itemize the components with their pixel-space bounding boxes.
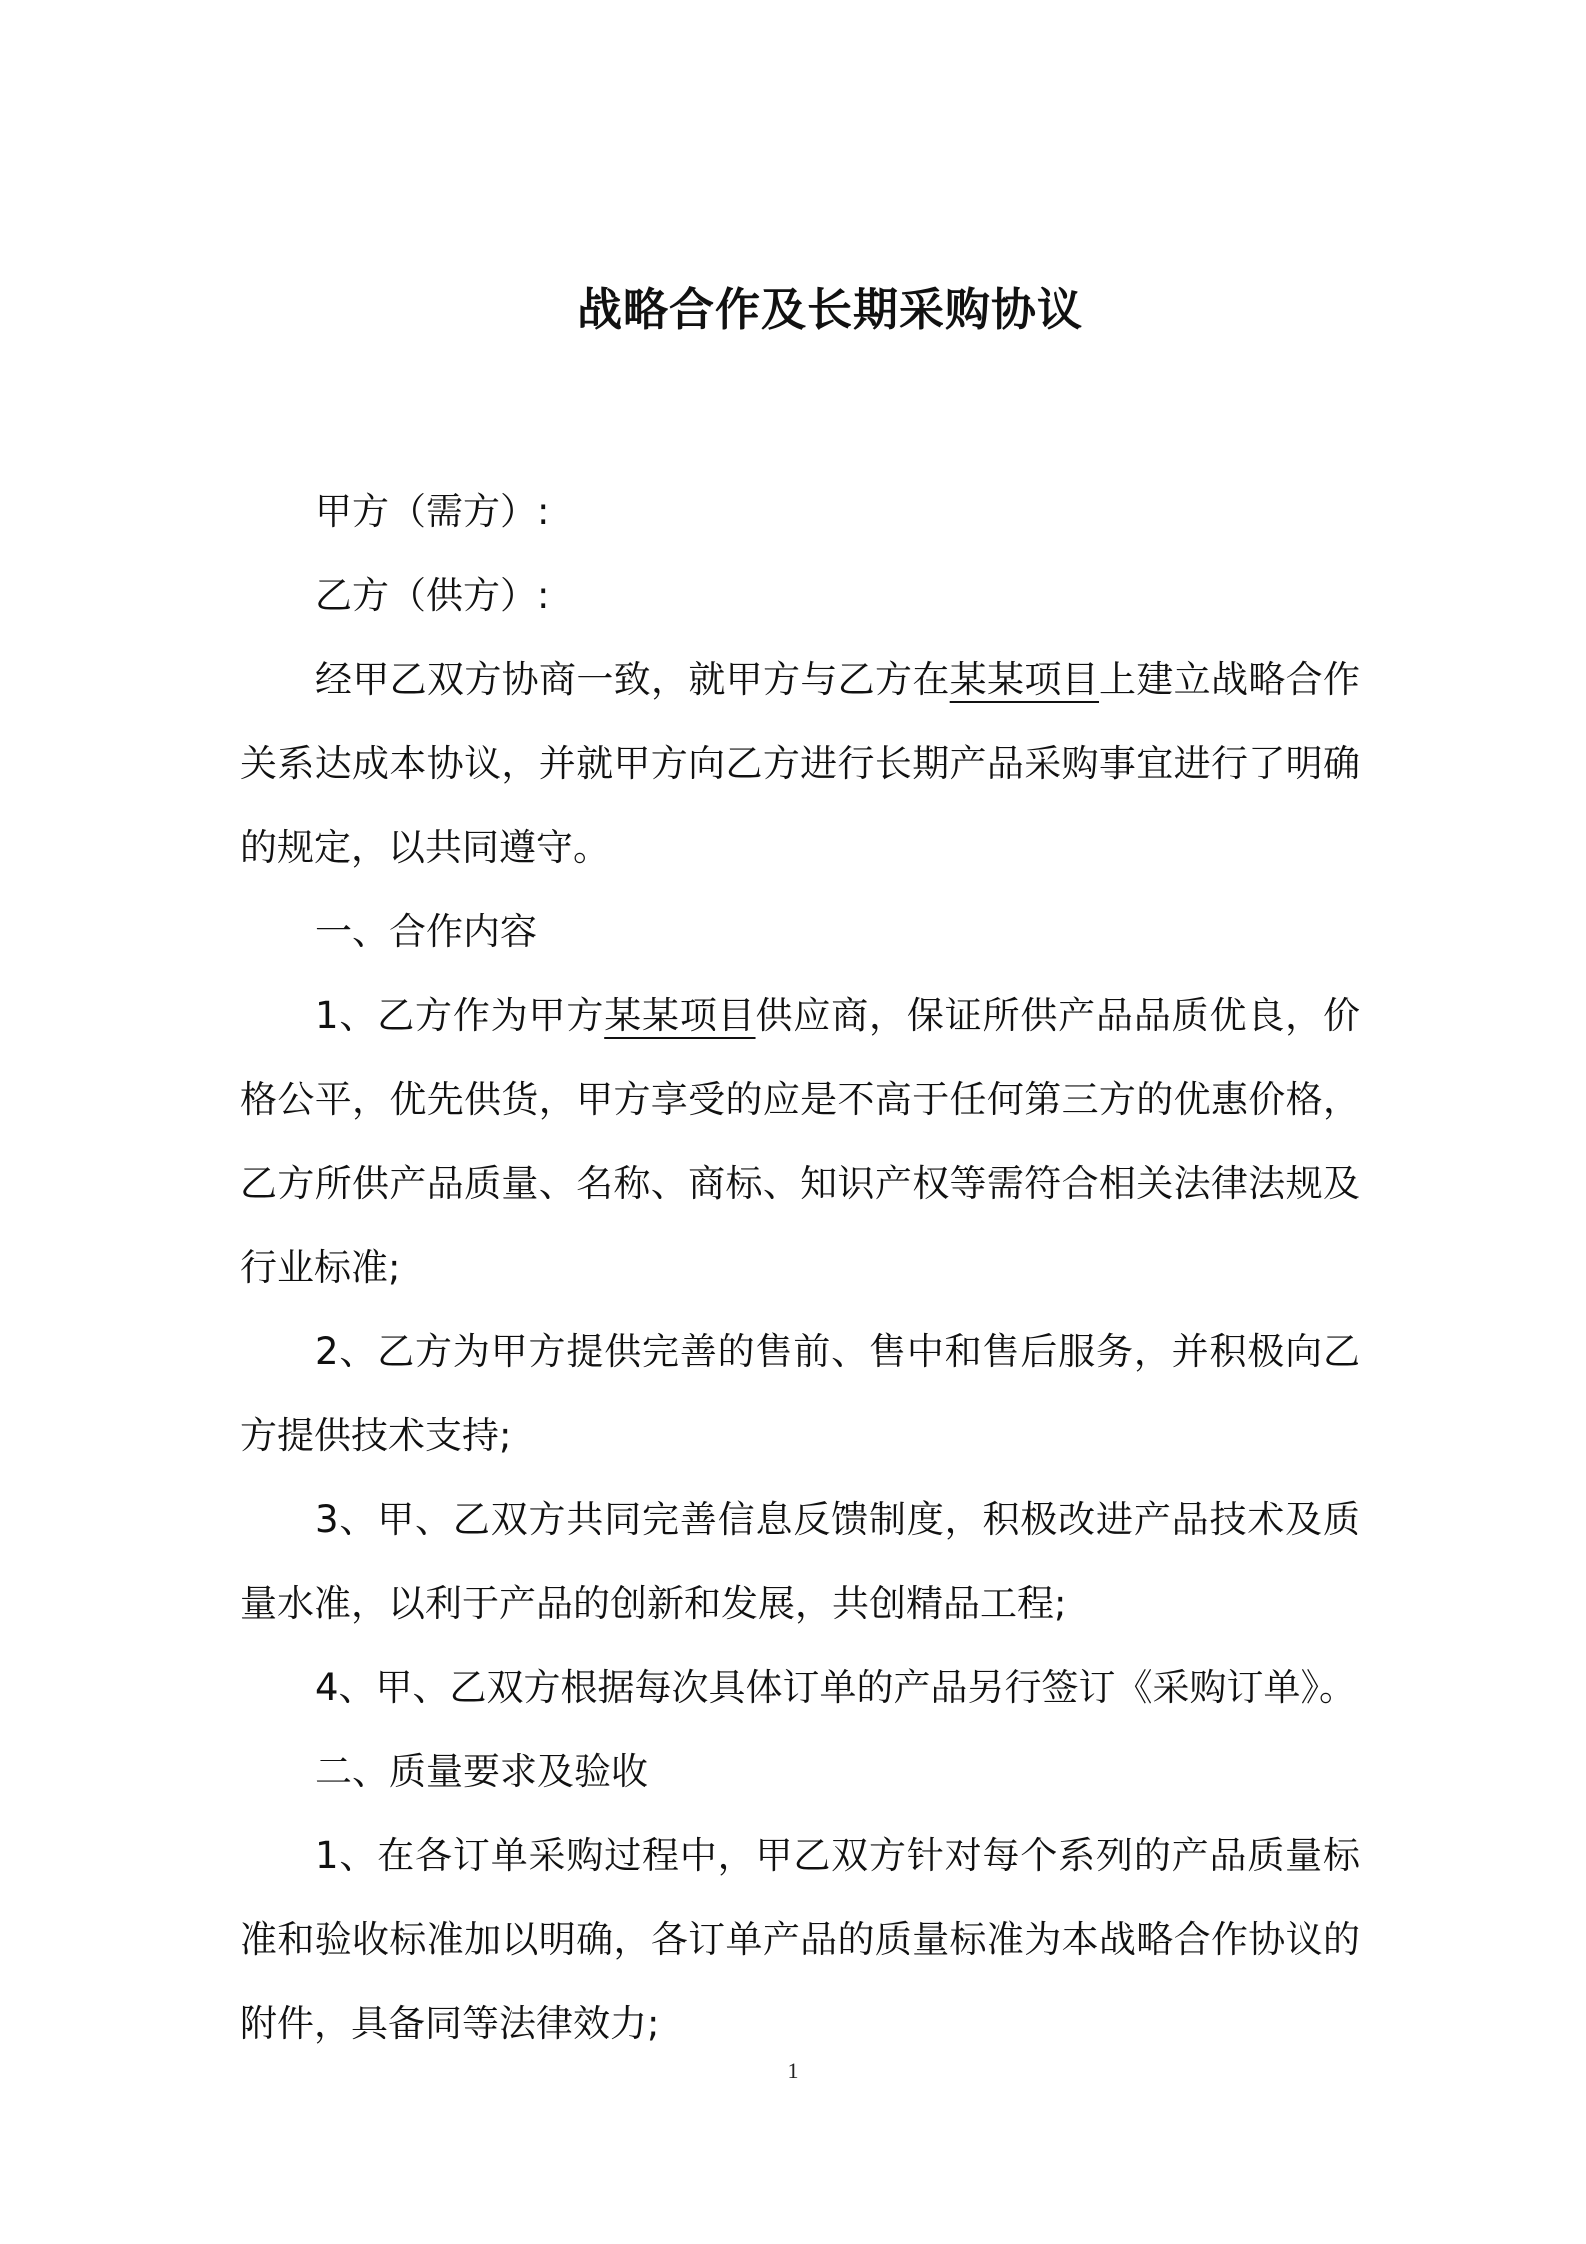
- party-a-line: 甲方（需方）:: [315, 490, 550, 533]
- section-1-item-1-project-name: 某某项目: [604, 994, 756, 1037]
- intro-paragraph: [240, 638, 1360, 890]
- document-body: [240, 470, 1360, 2066]
- section-1-heading: 一、合作内容: [315, 910, 537, 953]
- party-b-line: 乙方（供方）:: [315, 574, 550, 617]
- document-title: 战略合作及长期采购协议: [576, 283, 1083, 336]
- intro-text-before: 经甲乙双方协商一致，就甲方与乙方在: [315, 658, 950, 701]
- intro-project-name: 某某项目: [949, 658, 1100, 701]
- section-2-heading: 二、质量要求及验收: [315, 1750, 648, 1793]
- section-1-item-3: 3、甲、乙双方共同完善信息反馈制度，积极改进产品技术及质量水准，以利于产品的创新和发展，共创精品工程;: [240, 1498, 1360, 1625]
- section-1-item-1-after: 供应商，保证所供产品品质优良，价格公平，优先供货，甲方享受的应是不高于任何第三方的优惠价格，乙方所供产品质量、名称、商标、知识产权等需符合相关法律法规及行业标准;: [240, 994, 1361, 1289]
- section-1-item-1-before: 1、乙方作为甲方: [315, 994, 605, 1037]
- page-number: 1: [787, 2058, 799, 2083]
- section-1-item-4: 4、甲、乙双方根据每次具体订单的产品另行签订《采购订单》。: [315, 1666, 1357, 1709]
- section-2-item-1: 1、在各订单采购过程中，甲乙双方针对每个系列的产品质量标准和验收标准加以明确，各订单产品的质量标准为本战略合作协议的附件，具备同等法律效力;: [240, 1834, 1360, 2045]
- intro-text-after: 上建立战略合作关系达成本协议，并就甲方向乙方进行长期产品采购事宜进行了明确的规定，以共同遵守。: [240, 658, 1361, 869]
- section-1-item-1: [240, 974, 1360, 1310]
- section-1-item-2: 2、乙方为甲方提供完善的售前、售中和售后服务，并积极向乙方提供技术支持;: [240, 1330, 1360, 1457]
